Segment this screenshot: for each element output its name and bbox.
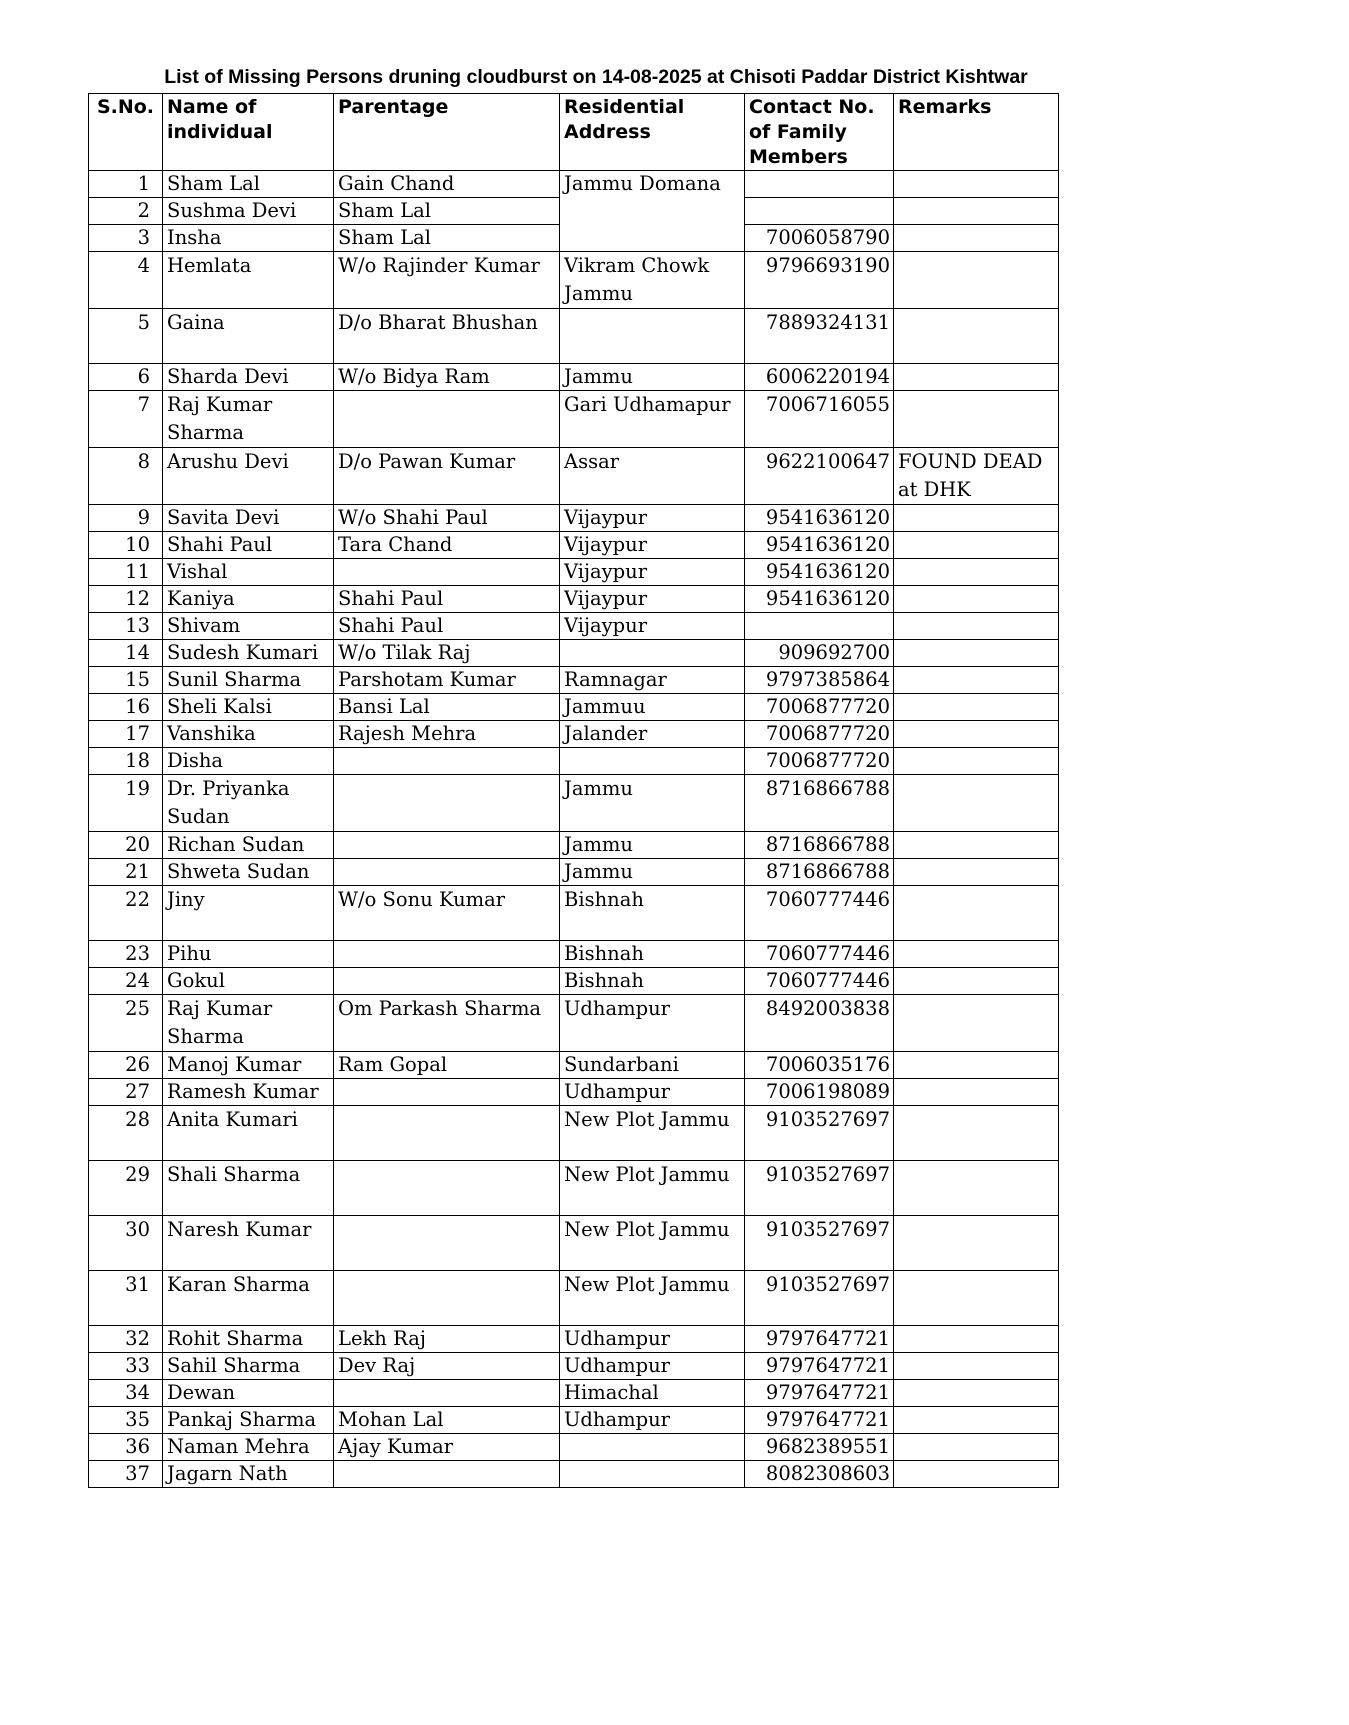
cell-name: Anita Kumari [163,1106,334,1161]
cell-contact: 7006877720 [745,748,894,775]
cell-remarks [894,1079,1059,1106]
cell-contact: 7006716055 [745,391,894,448]
cell-contact: 8716866788 [745,859,894,886]
cell-sno: 31 [89,1271,163,1326]
cell-contact: 9797647721 [745,1326,894,1353]
cell-parentage [334,1079,560,1106]
cell-address: Vijaypur [560,505,745,532]
cell-address: Bishnah [560,941,745,968]
cell-sno: 28 [89,1106,163,1161]
cell-name: Pankaj Sharma [163,1407,334,1434]
cell-sno: 14 [89,640,163,667]
table-row [89,1079,1059,1106]
cell-name: Insha [163,225,334,252]
cell-remarks [894,309,1059,364]
cell-name: Shahi Paul [163,532,334,559]
cell-parentage: Shahi Paul [334,613,560,640]
cell-parentage: Bansi Lal [334,694,560,721]
cell-name: Sheli Kalsi [163,694,334,721]
cell-name: Raj Kumar Sharma [163,391,334,448]
cell-address [560,1434,745,1461]
cell-name: Dewan [163,1380,334,1407]
cell-contact: 9796693190 [745,252,894,309]
cell-name: Dr. Priyanka Sudan [163,775,334,832]
table-row [89,391,1059,448]
cell-address [560,640,745,667]
cell-remarks [894,198,1059,225]
cell-parentage: Ram Gopal [334,1052,560,1079]
table-row [89,171,1059,198]
cell-parentage: D/o Bharat Bhushan [334,309,560,364]
cell-sno: 29 [89,1161,163,1216]
table-row [89,667,1059,694]
table-row [89,1161,1059,1216]
cell-contact: 9103527697 [745,1271,894,1326]
cell-contact: 7060777446 [745,941,894,968]
cell-contact: 9541636120 [745,505,894,532]
cell-contact: 8716866788 [745,832,894,859]
cell-address: Vikram Chowk Jammu [560,252,745,309]
cell-address: Jammu [560,364,745,391]
cell-name: Disha [163,748,334,775]
cell-remarks [894,1407,1059,1434]
cell-parentage [334,1380,560,1407]
cell-remarks [894,586,1059,613]
cell-contact: 7006198089 [745,1079,894,1106]
cell-contact: 9103527697 [745,1216,894,1271]
cell-address [560,748,745,775]
cell-address: New Plot Jammu [560,1216,745,1271]
table-row [89,941,1059,968]
cell-remarks [894,748,1059,775]
cell-address: Jammu Domana [560,171,745,252]
cell-sno: 8 [89,448,163,505]
cell-contact [745,171,894,198]
table-row [89,448,1059,505]
cell-sno: 36 [89,1434,163,1461]
cell-parentage: W/o Bidya Ram [334,364,560,391]
cell-address: Vijaypur [560,532,745,559]
document-title: List of Missing Persons druning cloudburst on 14-08-2025 at Chisoti Paddar District Kishtwar [164,66,1028,88]
cell-remarks [894,1106,1059,1161]
cell-remarks [894,1461,1059,1488]
table-row [89,532,1059,559]
table-row [89,832,1059,859]
table-row [89,859,1059,886]
cell-name: Gokul [163,968,334,995]
cell-remarks [894,1216,1059,1271]
cell-parentage [334,968,560,995]
cell-parentage [334,1161,560,1216]
cell-address: New Plot Jammu [560,1271,745,1326]
table-row [89,886,1059,941]
cell-name: Shweta Sudan [163,859,334,886]
table-row [89,1271,1059,1326]
table-row [89,1434,1059,1461]
cell-parentage [334,859,560,886]
cell-name: Shivam [163,613,334,640]
header-remarks: Remarks [894,94,1059,171]
cell-contact: 9797647721 [745,1407,894,1434]
cell-contact: 9797647721 [745,1353,894,1380]
cell-sno: 35 [89,1407,163,1434]
cell-remarks [894,1326,1059,1353]
cell-remarks [894,667,1059,694]
cell-parentage: Sham Lal [334,225,560,252]
cell-parentage: Shahi Paul [334,586,560,613]
cell-name: Sushma Devi [163,198,334,225]
cell-parentage: W/o Tilak Raj [334,640,560,667]
cell-address: New Plot Jammu [560,1161,745,1216]
cell-parentage [334,1271,560,1326]
cell-name: Sham Lal [163,171,334,198]
cell-address: Assar [560,448,745,505]
cell-sno: 5 [89,309,163,364]
cell-remarks [894,775,1059,832]
cell-remarks [894,1271,1059,1326]
cell-address: Gari Udhamapur [560,391,745,448]
cell-contact: 7060777446 [745,886,894,941]
header-sno: S.No. [89,94,163,171]
cell-sno: 26 [89,1052,163,1079]
cell-contact: 8082308603 [745,1461,894,1488]
table-row [89,1052,1059,1079]
table-header-row [89,94,1059,171]
cell-remarks [894,391,1059,448]
cell-contact: 9541636120 [745,586,894,613]
cell-parentage: Mohan Lal [334,1407,560,1434]
cell-remarks [894,859,1059,886]
cell-address: Vijaypur [560,586,745,613]
table-row [89,1216,1059,1271]
cell-parentage [334,1216,560,1271]
cell-name: Ramesh Kumar [163,1079,334,1106]
cell-address: Udhampur [560,1407,745,1434]
cell-remarks [894,613,1059,640]
table-row [89,1326,1059,1353]
cell-name: Gaina [163,309,334,364]
cell-contact: 9541636120 [745,532,894,559]
cell-remarks [894,505,1059,532]
cell-address: Bishnah [560,968,745,995]
cell-sno: 18 [89,748,163,775]
cell-contact [745,613,894,640]
cell-name: Jiny [163,886,334,941]
cell-sno: 22 [89,886,163,941]
cell-name: Rohit Sharma [163,1326,334,1353]
cell-parentage: W/o Shahi Paul [334,505,560,532]
cell-address: Jalander [560,721,745,748]
table-row [89,309,1059,364]
table-body [89,171,1059,1488]
cell-contact: 9541636120 [745,559,894,586]
cell-remarks [894,968,1059,995]
cell-sno: 37 [89,1461,163,1488]
cell-contact: 6006220194 [745,364,894,391]
cell-remarks [894,1052,1059,1079]
cell-name: Shali Sharma [163,1161,334,1216]
cell-remarks [894,171,1059,198]
cell-parentage [334,391,560,448]
cell-name: Sudesh Kumari [163,640,334,667]
cell-parentage [334,1461,560,1488]
cell-sno: 34 [89,1380,163,1407]
cell-sno: 15 [89,667,163,694]
cell-name: Vanshika [163,721,334,748]
table-row [89,995,1059,1052]
cell-remarks [894,886,1059,941]
cell-remarks [894,532,1059,559]
table-row [89,252,1059,309]
table-row [89,505,1059,532]
cell-sno: 13 [89,613,163,640]
cell-contact: 9682389551 [745,1434,894,1461]
cell-address: Udhampur [560,1326,745,1353]
cell-sno: 20 [89,832,163,859]
cell-address: Vijaypur [560,559,745,586]
table-row [89,364,1059,391]
cell-name: Manoj Kumar [163,1052,334,1079]
cell-remarks [894,1380,1059,1407]
cell-name: Raj Kumar Sharma [163,995,334,1052]
cell-parentage: Lekh Raj [334,1326,560,1353]
cell-address: Jammu [560,775,745,832]
header-address: Residential Address [560,94,745,171]
cell-name: Savita Devi [163,505,334,532]
cell-sno: 9 [89,505,163,532]
table-row [89,1353,1059,1380]
cell-parentage [334,832,560,859]
cell-name: Karan Sharma [163,1271,334,1326]
cell-remarks [894,252,1059,309]
cell-sno: 17 [89,721,163,748]
cell-address: Jammu [560,859,745,886]
cell-sno: 12 [89,586,163,613]
missing-persons-table [88,93,1059,1488]
cell-sno: 2 [89,198,163,225]
cell-contact: 9622100647 [745,448,894,505]
cell-parentage: Gain Chand [334,171,560,198]
table-row [89,775,1059,832]
cell-contact: 9797385864 [745,667,894,694]
cell-contact: 7006035176 [745,1052,894,1079]
cell-contact: 909692700 [745,640,894,667]
table-row [89,613,1059,640]
table-row [89,748,1059,775]
table-row [89,968,1059,995]
cell-parentage: D/o Pawan Kumar [334,448,560,505]
cell-sno: 4 [89,252,163,309]
cell-remarks [894,640,1059,667]
cell-name: Pihu [163,941,334,968]
cell-contact: 7006877720 [745,694,894,721]
cell-address: Ramnagar [560,667,745,694]
cell-address [560,1461,745,1488]
cell-contact: 8492003838 [745,995,894,1052]
cell-contact: 7889324131 [745,309,894,364]
cell-sno: 27 [89,1079,163,1106]
cell-name: Sahil Sharma [163,1353,334,1380]
cell-remarks: FOUND DEAD at DHK [894,448,1059,505]
cell-sno: 25 [89,995,163,1052]
cell-contact: 7060777446 [745,968,894,995]
cell-address: Vijaypur [560,613,745,640]
cell-contact: 9103527697 [745,1161,894,1216]
cell-parentage [334,1106,560,1161]
cell-address: Jammuu [560,694,745,721]
cell-address: Sundarbani [560,1052,745,1079]
cell-address: Udhampur [560,1079,745,1106]
cell-address [560,309,745,364]
cell-parentage [334,748,560,775]
cell-parentage [334,775,560,832]
cell-parentage [334,941,560,968]
cell-sno: 11 [89,559,163,586]
cell-sno: 33 [89,1353,163,1380]
table-row [89,559,1059,586]
cell-remarks [894,1161,1059,1216]
cell-name: Richan Sudan [163,832,334,859]
cell-remarks [894,1353,1059,1380]
cell-address: Jammu [560,832,745,859]
cell-parentage [334,559,560,586]
cell-address: Udhampur [560,995,745,1052]
cell-sno: 3 [89,225,163,252]
cell-parentage: Om Parkash Sharma [334,995,560,1052]
cell-name: Hemlata [163,252,334,309]
cell-sno: 23 [89,941,163,968]
cell-sno: 16 [89,694,163,721]
cell-contact: 7006058790 [745,225,894,252]
cell-contact: 8716866788 [745,775,894,832]
cell-parentage: Dev Raj [334,1353,560,1380]
table-row [89,1407,1059,1434]
cell-remarks [894,225,1059,252]
cell-address: Himachal [560,1380,745,1407]
cell-sno: 1 [89,171,163,198]
cell-parentage: Tara Chand [334,532,560,559]
header-contact: Contact No. of Family Members [745,94,894,171]
table-row [89,640,1059,667]
cell-sno: 32 [89,1326,163,1353]
cell-remarks [894,995,1059,1052]
table-row [89,1380,1059,1407]
cell-name: Jagarn Nath [163,1461,334,1488]
cell-sno: 24 [89,968,163,995]
cell-address: Udhampur [560,1353,745,1380]
table-row [89,1461,1059,1488]
cell-remarks [894,941,1059,968]
header-parentage: Parentage [334,94,560,171]
cell-sno: 7 [89,391,163,448]
cell-name: Sunil Sharma [163,667,334,694]
cell-name: Kaniya [163,586,334,613]
table-row [89,694,1059,721]
cell-address: Bishnah [560,886,745,941]
cell-remarks [894,559,1059,586]
cell-address: New Plot Jammu [560,1106,745,1161]
cell-remarks [894,364,1059,391]
table-row [89,721,1059,748]
cell-name: Naman Mehra [163,1434,334,1461]
cell-remarks [894,721,1059,748]
cell-contact: 7006877720 [745,721,894,748]
cell-parentage: Rajesh Mehra [334,721,560,748]
cell-name: Sharda Devi [163,364,334,391]
cell-sno: 21 [89,859,163,886]
cell-name: Vishal [163,559,334,586]
cell-remarks [894,694,1059,721]
table-row [89,586,1059,613]
cell-sno: 30 [89,1216,163,1271]
cell-remarks [894,832,1059,859]
cell-contact: 9103527697 [745,1106,894,1161]
cell-sno: 10 [89,532,163,559]
cell-remarks [894,1434,1059,1461]
cell-parentage: W/o Rajinder Kumar [334,252,560,309]
cell-sno: 19 [89,775,163,832]
cell-parentage: W/o Sonu Kumar [334,886,560,941]
header-name: Name of individual [163,94,334,171]
cell-parentage: Sham Lal [334,198,560,225]
cell-sno: 6 [89,364,163,391]
cell-parentage: Parshotam Kumar [334,667,560,694]
cell-contact: 9797647721 [745,1380,894,1407]
cell-name: Arushu Devi [163,448,334,505]
cell-parentage: Ajay Kumar [334,1434,560,1461]
cell-name: Naresh Kumar [163,1216,334,1271]
cell-contact [745,198,894,225]
table-row [89,1106,1059,1161]
